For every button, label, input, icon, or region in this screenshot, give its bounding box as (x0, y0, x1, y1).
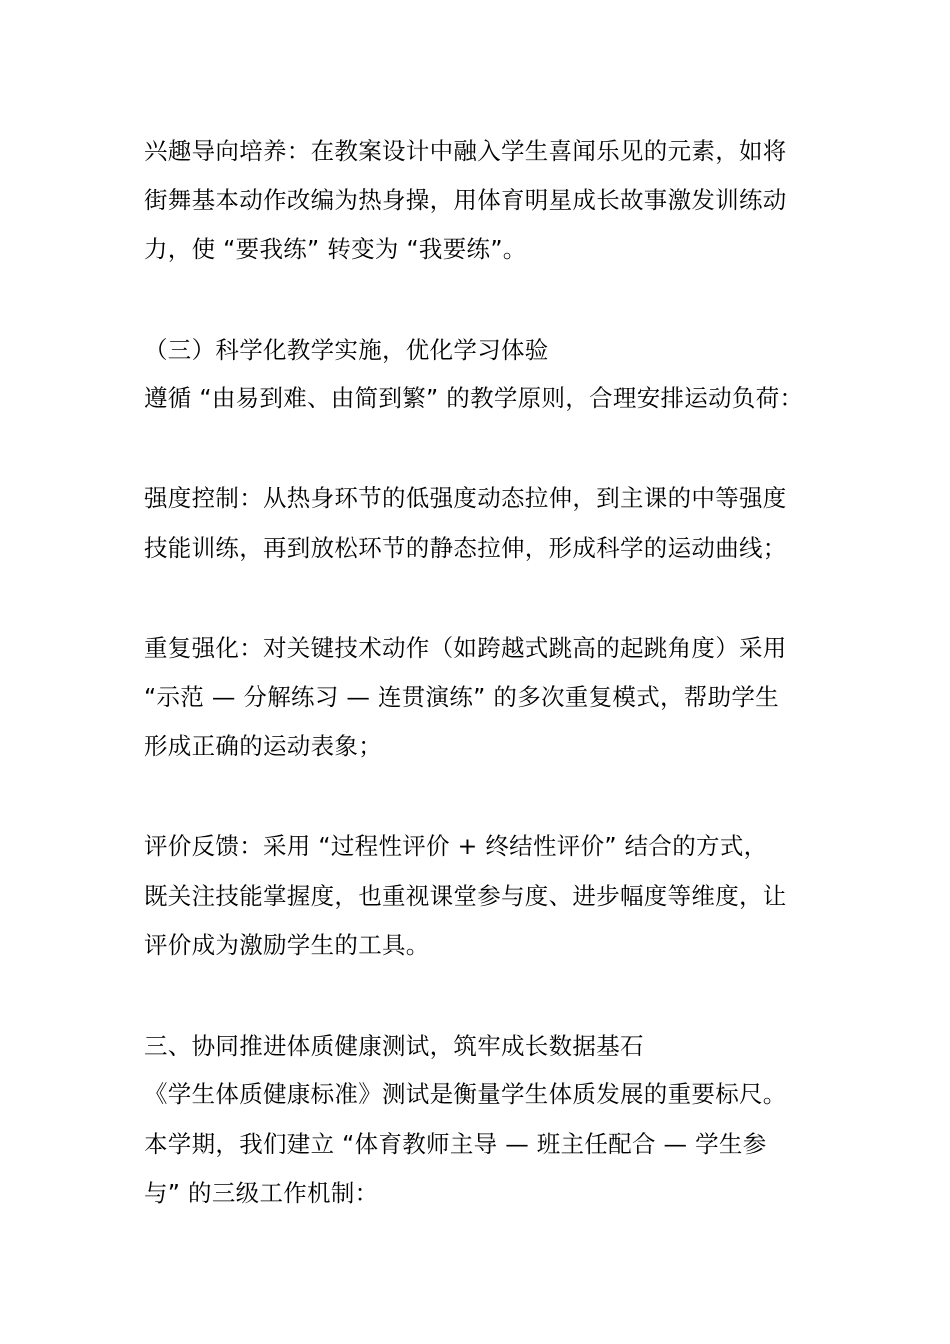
paragraph-repetition-line-3: 形成正确的运动表象； (144, 732, 382, 760)
paragraph-principle-line-1: 遵循 “由易到难、由简到繁” 的教学原则，合理安排运动负荷： (144, 384, 804, 412)
paragraph-standard-line-2: 本学期，我们建立 “体育教师主导 — 班主任配合 — 学生参 (144, 1130, 767, 1158)
paragraph-interest-line-3: 力，使 “要我练” 转变为 “我要练”。 (144, 235, 527, 263)
paragraph-repetition-line-1: 重复强化：对关键技术动作（如跨越式跳高的起跳角度）采用 (144, 634, 787, 662)
paragraph-evaluation-line-3: 评价成为激励学生的工具。 (144, 931, 430, 959)
paragraph-intensity-line-2: 技能训练，再到放松环节的静态拉伸，形成科学的运动曲线； (144, 534, 787, 562)
paragraph-interest-line-2: 街舞基本动作改编为热身操，用体育明星成长故事激发训练动 (144, 186, 787, 214)
section-heading-scientific-teaching: （三）科学化教学实施，优化学习体验 (144, 336, 549, 364)
paragraph-evaluation-line-1: 评价反馈：采用 “过程性评价 + 终结性评价” 结合的方式， (144, 832, 768, 860)
paragraph-standard-line-3: 与” 的三级工作机制： (144, 1179, 379, 1207)
paragraph-evaluation-line-2: 既关注技能掌握度，也重视课堂参与度、进步幅度等维度，让 (144, 882, 787, 910)
paragraph-interest-line-1: 兴趣导向培养：在教案设计中融入学生喜闻乐见的元素，如将 (144, 137, 787, 165)
paragraph-standard-line-1: 《学生体质健康标准》测试是衡量学生体质发展的重要标尺。 (144, 1080, 787, 1108)
paragraph-repetition-line-2: “示范 — 分解练习 — 连贯演练” 的多次重复模式，帮助学生 (144, 683, 779, 711)
paragraph-intensity-line-1: 强度控制：从热身环节的低强度动态拉伸，到主课的中等强度 (144, 484, 787, 512)
section-heading-fitness-test: 三、协同推进体质健康测试，筑牢成长数据基石 (144, 1032, 644, 1060)
